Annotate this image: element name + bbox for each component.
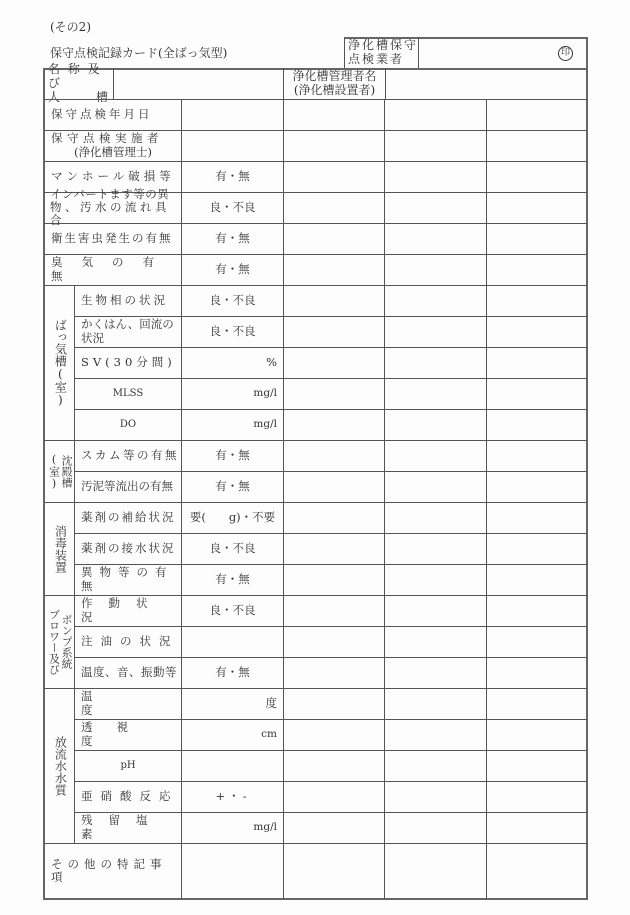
- row-label-invert: [45, 186, 181, 228]
- item-label-oiling: 注油の状況: [81, 633, 179, 648]
- item-label-temp-noise: 温度、音、振動等: [81, 664, 177, 679]
- item-value-operation[interactable]: 良・不良: [209, 602, 256, 617]
- form-title: 保守点検記録カード(全ばっ気型): [50, 46, 228, 60]
- name-label-line1: 名 称 及 び: [48, 62, 102, 91]
- row-label-odor: 臭気の有無: [51, 255, 173, 283]
- row-label-inspection-date: 保守点検年月日: [51, 106, 153, 121]
- manager-label-line2: (浄化槽設置者): [293, 83, 376, 97]
- item-label-chlorine: 残留塩素: [81, 813, 164, 841]
- item-value-oiling[interactable]: [182, 626, 283, 657]
- item-label-transparency: 透視度: [81, 720, 152, 748]
- agitation-line1: かくはん、回流の: [81, 317, 174, 332]
- item-value-biota[interactable]: 良・不良: [209, 292, 256, 307]
- row-value-odor[interactable]: 有・無: [215, 261, 250, 276]
- group-aeration-text: ばっ気槽(室): [53, 318, 68, 407]
- item-label-sv: SV(30分間): [81, 354, 176, 369]
- item-label-ph: pH: [120, 759, 136, 771]
- item-value-ph[interactable]: [182, 750, 283, 781]
- name-capacity-field[interactable]: [114, 69, 283, 99]
- item-value-nitrite[interactable]: +・-: [215, 788, 250, 803]
- item-label-mlss: MLSS: [112, 387, 144, 399]
- item-label-scum: スカム等の有無: [81, 447, 179, 462]
- item-value-scum[interactable]: 有・無: [215, 447, 250, 462]
- group-label-effluent: [45, 688, 74, 843]
- item-value-sludge[interactable]: 有・無: [215, 478, 250, 493]
- inspector-label: [346, 38, 418, 68]
- item-value-do[interactable]: mg/l: [253, 418, 277, 431]
- inspector-line2: (浄化槽管理士): [74, 144, 152, 159]
- group-label-disinfection: [45, 502, 74, 595]
- manager-label: [284, 69, 385, 99]
- group-label-sedimentation: [45, 440, 74, 502]
- group-label-aeration: [45, 285, 74, 440]
- item-label-operation: 作動状況: [81, 596, 164, 624]
- item-value-transparency[interactable]: cm: [261, 728, 277, 741]
- row-value-manhole[interactable]: 有・無: [215, 168, 250, 183]
- item-label-agitation: [75, 316, 181, 347]
- group-pump-col1: ポンプ系統: [60, 614, 74, 669]
- agitation-line2: 状況: [81, 330, 104, 345]
- manager-name-field[interactable]: [386, 69, 586, 99]
- row-value-invert[interactable]: 良・不良: [209, 199, 256, 214]
- item-value-mlss[interactable]: mg/l: [253, 387, 277, 400]
- row-label-pests: 衛生害虫発生の有無: [51, 230, 173, 245]
- item-label-sludge: 汚泥等流出の有無: [81, 478, 173, 493]
- row-label-inspector: [45, 130, 181, 161]
- inspector-label-line2: 点検業者: [348, 52, 405, 66]
- name-label-line2: 人 槽: [48, 89, 109, 104]
- item-value-chlorine[interactable]: mg/l: [253, 821, 277, 834]
- item-value-temperature[interactable]: 度: [265, 695, 277, 710]
- item-value-temp-noise[interactable]: 有・無: [215, 664, 250, 679]
- group-disinfection-text: 消毒装置: [53, 524, 68, 573]
- other-remarks-label: その他の特記事項: [51, 856, 167, 884]
- inspector-label-line1: 浄化槽保守: [348, 38, 419, 53]
- item-label-temperature: 温度: [81, 689, 153, 717]
- seal-icon: 印: [558, 46, 573, 61]
- group-sedimentation-text: 沈殿槽(室): [47, 452, 74, 490]
- invert-line2: 物、汚水の流れ具合: [50, 199, 170, 228]
- item-label-chem-supply: 薬剤の補給状況: [81, 509, 176, 524]
- page-number-label: (その2): [50, 20, 91, 34]
- group-effluent-text: 放流水水質: [53, 735, 68, 796]
- item-value-sv[interactable]: %: [266, 354, 277, 369]
- item-value-agitation[interactable]: 良・不良: [209, 323, 256, 338]
- inspector-name-field[interactable]: [419, 38, 587, 68]
- item-value-chem-contact[interactable]: 良・不良: [209, 540, 256, 555]
- row-label-manhole: マンホール破損等: [51, 168, 175, 183]
- item-value-foreign[interactable]: 有・無: [215, 571, 250, 586]
- item-value-chem-supply[interactable]: 要( g)・不要: [189, 509, 276, 524]
- item-label-chem-contact: 薬剤の接水状況: [81, 540, 176, 555]
- other-remarks-field[interactable]: [182, 843, 586, 899]
- name-capacity-label: [45, 62, 113, 104]
- group-label-pump-blower: [45, 595, 74, 688]
- item-label-do: DO: [119, 418, 137, 430]
- inspector-line1: 保守点検実施者: [51, 131, 163, 146]
- item-label-nitrite: 亜硝酸反応: [81, 788, 179, 803]
- item-label-biota: 生物相の状況: [81, 292, 168, 307]
- group-pump-col2: ブロワー及び: [47, 608, 61, 675]
- invert-line1: インバートます等の異: [50, 186, 170, 201]
- row-value-pests[interactable]: 有・無: [215, 230, 250, 245]
- item-label-foreign: 異物等の有無: [81, 565, 174, 593]
- manager-label-line1: 浄化槽管理者名: [292, 69, 377, 84]
